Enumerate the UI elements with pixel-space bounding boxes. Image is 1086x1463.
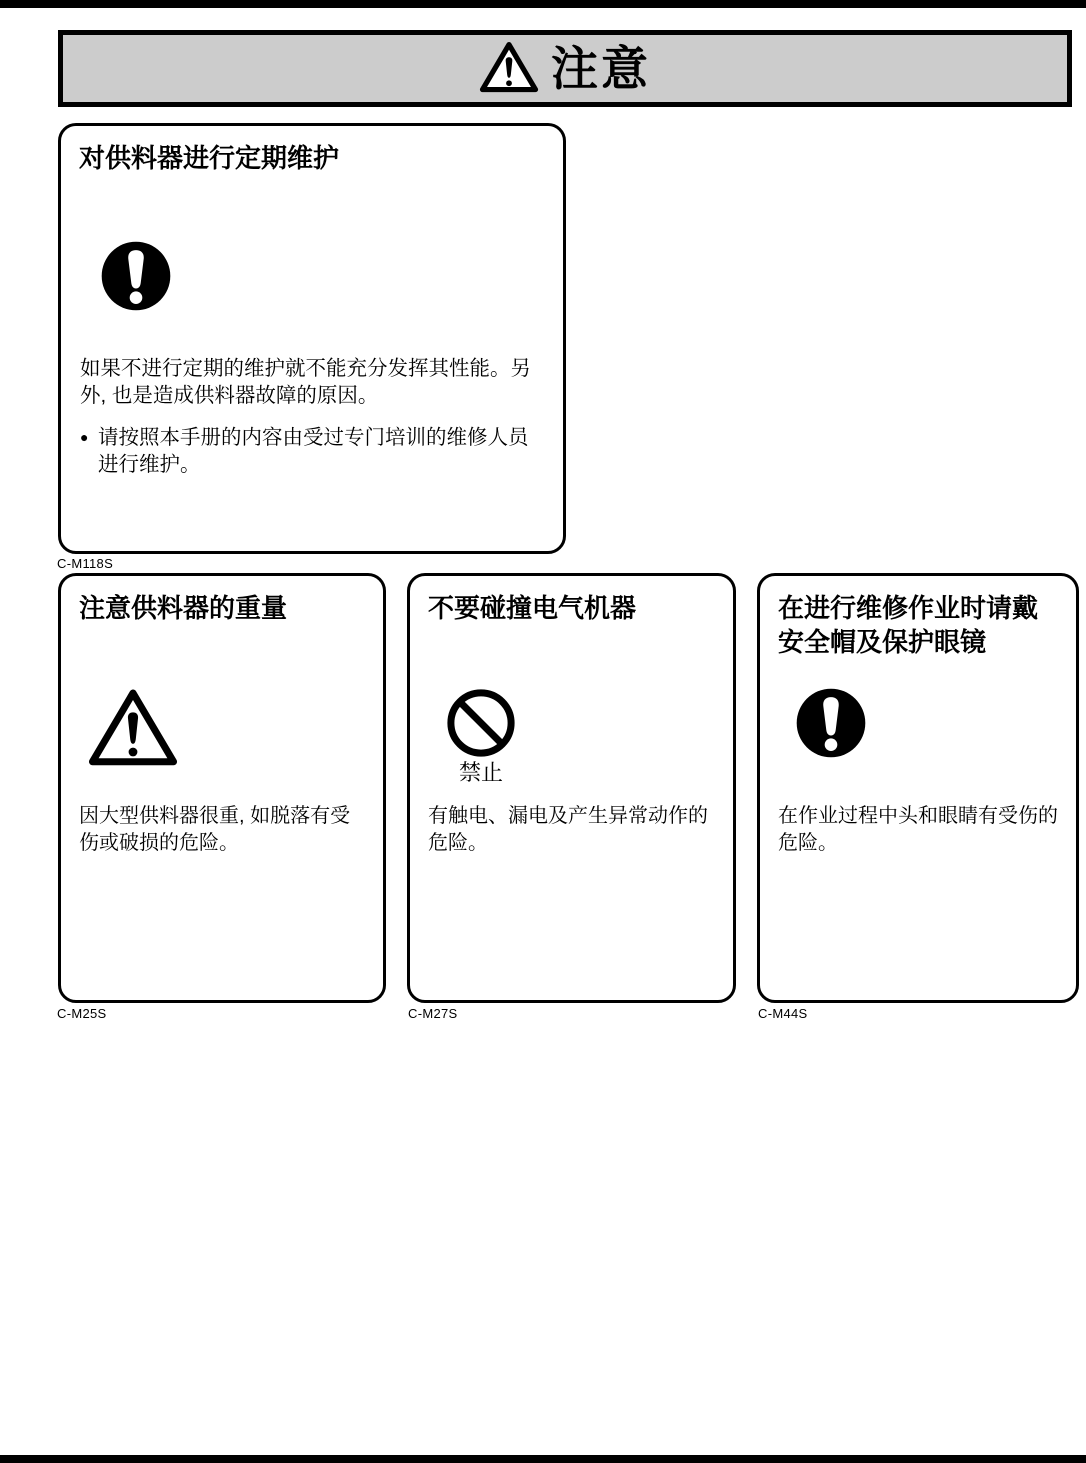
mandatory-action-icon bbox=[101, 241, 171, 311]
prohibition-icon bbox=[446, 688, 516, 785]
bullet-icon: ● bbox=[80, 429, 89, 445]
bullet-text: 请按照本手册的内容由受过专门培训的维修人员进行维护。 bbox=[98, 426, 529, 476]
card-title: 不要碰撞电气机器 bbox=[428, 593, 637, 623]
body-text: 有触电、漏电及产生异常动作的危险。 bbox=[428, 805, 708, 854]
card-feeder-weight bbox=[58, 573, 386, 1003]
caution-header-banner bbox=[58, 30, 1072, 107]
card-body bbox=[80, 355, 547, 478]
card-periodic-maintenance bbox=[58, 123, 566, 554]
figure-code: C-M118S bbox=[57, 556, 114, 571]
card-title: 注意供料器的重量 bbox=[79, 593, 288, 623]
card-protective-equipment bbox=[757, 573, 1079, 1003]
figure-code: C-M44S bbox=[758, 1006, 808, 1021]
card-title: 对供料器进行定期维护 bbox=[79, 143, 340, 173]
figure-code: C-M27S bbox=[408, 1006, 458, 1021]
card-title: 在进行维修作业时请戴安全帽及保护眼镜 bbox=[778, 593, 1039, 657]
body-text: 因大型供料器很重, 如脱落有受伤或破损的危险。 bbox=[79, 805, 351, 854]
prohibition-icon-label: 禁止 bbox=[458, 760, 503, 785]
caution-banner-title: 注意 bbox=[551, 42, 651, 95]
figure-code: C-M25S bbox=[57, 1006, 107, 1021]
top-rule bbox=[0, 0, 1086, 8]
body-text: 在作业过程中头和眼睛有受伤的危险。 bbox=[778, 805, 1058, 854]
card-electrical-machines bbox=[407, 573, 736, 1003]
mandatory-action-icon bbox=[796, 688, 866, 758]
warning-triangle-icon bbox=[87, 686, 179, 767]
bottom-rule bbox=[0, 1455, 1086, 1463]
body-text: 如果不进行定期的维护就不能充分发挥其性能。另外, 也是造成供料器故障的原因。 bbox=[80, 357, 531, 407]
bullet-item bbox=[80, 424, 547, 478]
warning-triangle-icon bbox=[479, 40, 539, 98]
